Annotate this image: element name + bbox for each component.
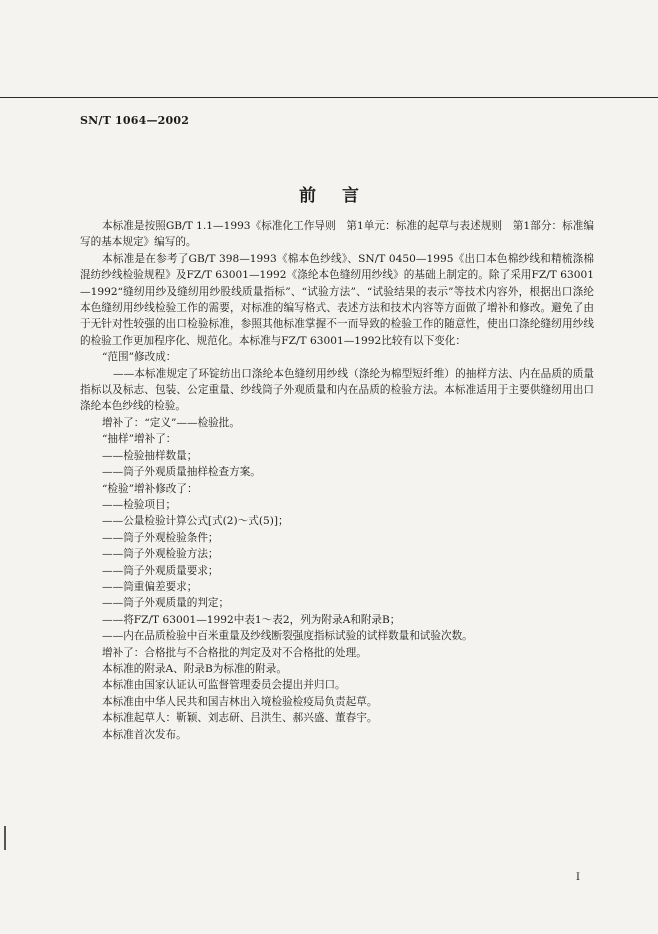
paragraph: “抽样”增补了： xyxy=(102,433,177,446)
paragraph: 本标准是按照GB/T 1.1—1993《标准化工作导则 第1单元：标准的起草与表述规则 第1部分：标准编写的基本规定》编写的。 xyxy=(80,220,594,249)
list-item: ——筒子外观检验方法； xyxy=(102,548,219,561)
paragraph: “检验”增补修改了： xyxy=(102,482,198,495)
list-item: ——筒子外观质量的判定； xyxy=(102,597,230,610)
paragraph: 本标准由国家认证认可监督管理委员会提出并归口。 xyxy=(102,679,346,692)
list-item: ——检验抽样数量； xyxy=(102,449,198,462)
page-number: I xyxy=(576,872,580,883)
paragraph: 增补了：合格批与不合格批的判定及对不合格批的处理。 xyxy=(102,646,367,659)
paragraph: 增补了：“定义”——检验批。 xyxy=(102,416,240,429)
page-title: 前言 xyxy=(299,186,385,206)
list-item: ——内在品质检验中百米重量及纱线断裂强度指标试验的试样数量和试验次数。 xyxy=(102,630,473,643)
list-item: ——筒子外观检验条件； xyxy=(102,531,219,544)
scan-edge-mark xyxy=(4,826,6,850)
paragraph: 本标准首次发布。 xyxy=(102,728,187,741)
list-item: ——公量检验计算公式[式(2)～式(5)]； xyxy=(102,515,289,528)
header-rule xyxy=(0,97,658,98)
list-item: ——检验项目； xyxy=(102,498,177,511)
paragraph: “范围”修改成： xyxy=(102,351,177,364)
body-text xyxy=(80,218,594,743)
list-item: ——筒子外观质量要求； xyxy=(102,564,219,577)
document-code: SN/T 1064—2002 xyxy=(80,114,190,127)
list-item: ——筒子外观质量抽样检查方案。 xyxy=(102,466,261,479)
list-item: ——筒重偏差要求； xyxy=(102,580,198,593)
paragraph: 本标准的附录A、附录B为标准的附录。 xyxy=(102,662,287,675)
list-item: ——将FZ/T 63001—1992中表1～表2，列为附录A和附录B； xyxy=(102,613,401,626)
paragraph: ——本标准规定了环锭纺出口涤纶本色缝纫用纱线（涤纶为棉型短纤维）的抽样方法、内在品质的质量指标以及标志、包装、公定重量、纱线筒子外观质量和内在品质的检验方法。本标准适用于主要供缝纫用出口涤纶本色纱线的检验。 xyxy=(80,367,594,413)
paragraph: 本标准起草人：靳颖、刘志研、吕洪生、郝兴盛、董春宇。 xyxy=(102,712,378,725)
paragraph: 本标准是在参考了GB/T 398—1993《棉本色纱线》、SN/T 0450—1995《出口本色棉纱线和精梳涤棉混纺纱线检验规程》及FZ/T 63001—1992《涤纶本色缝纫用纱线》的基础上制定的。除了采用FZ/T 63001—1992“缝纫用纱及缝纫用纱股线质量指标”、“试验方法”、“试验结果的表示”等技术内容外，根据出口涤纶本色缝纫用纱线检验工作的需要，对标准的编写格式、表述方法和技术内容等方面做了增补和修改。避免了由于无针对性较强的出口检验标准，参照其他标准掌握不一而导致的检验工作的随意性，使出口涤纶缝纫用纱线的检验工作更加程序化、规范化。本标准与FZ/T 63001—1992比较有以下变化： xyxy=(80,252,594,347)
paragraph: 本标准由中华人民共和国吉林出入境检验检疫局负责起草。 xyxy=(102,695,378,708)
